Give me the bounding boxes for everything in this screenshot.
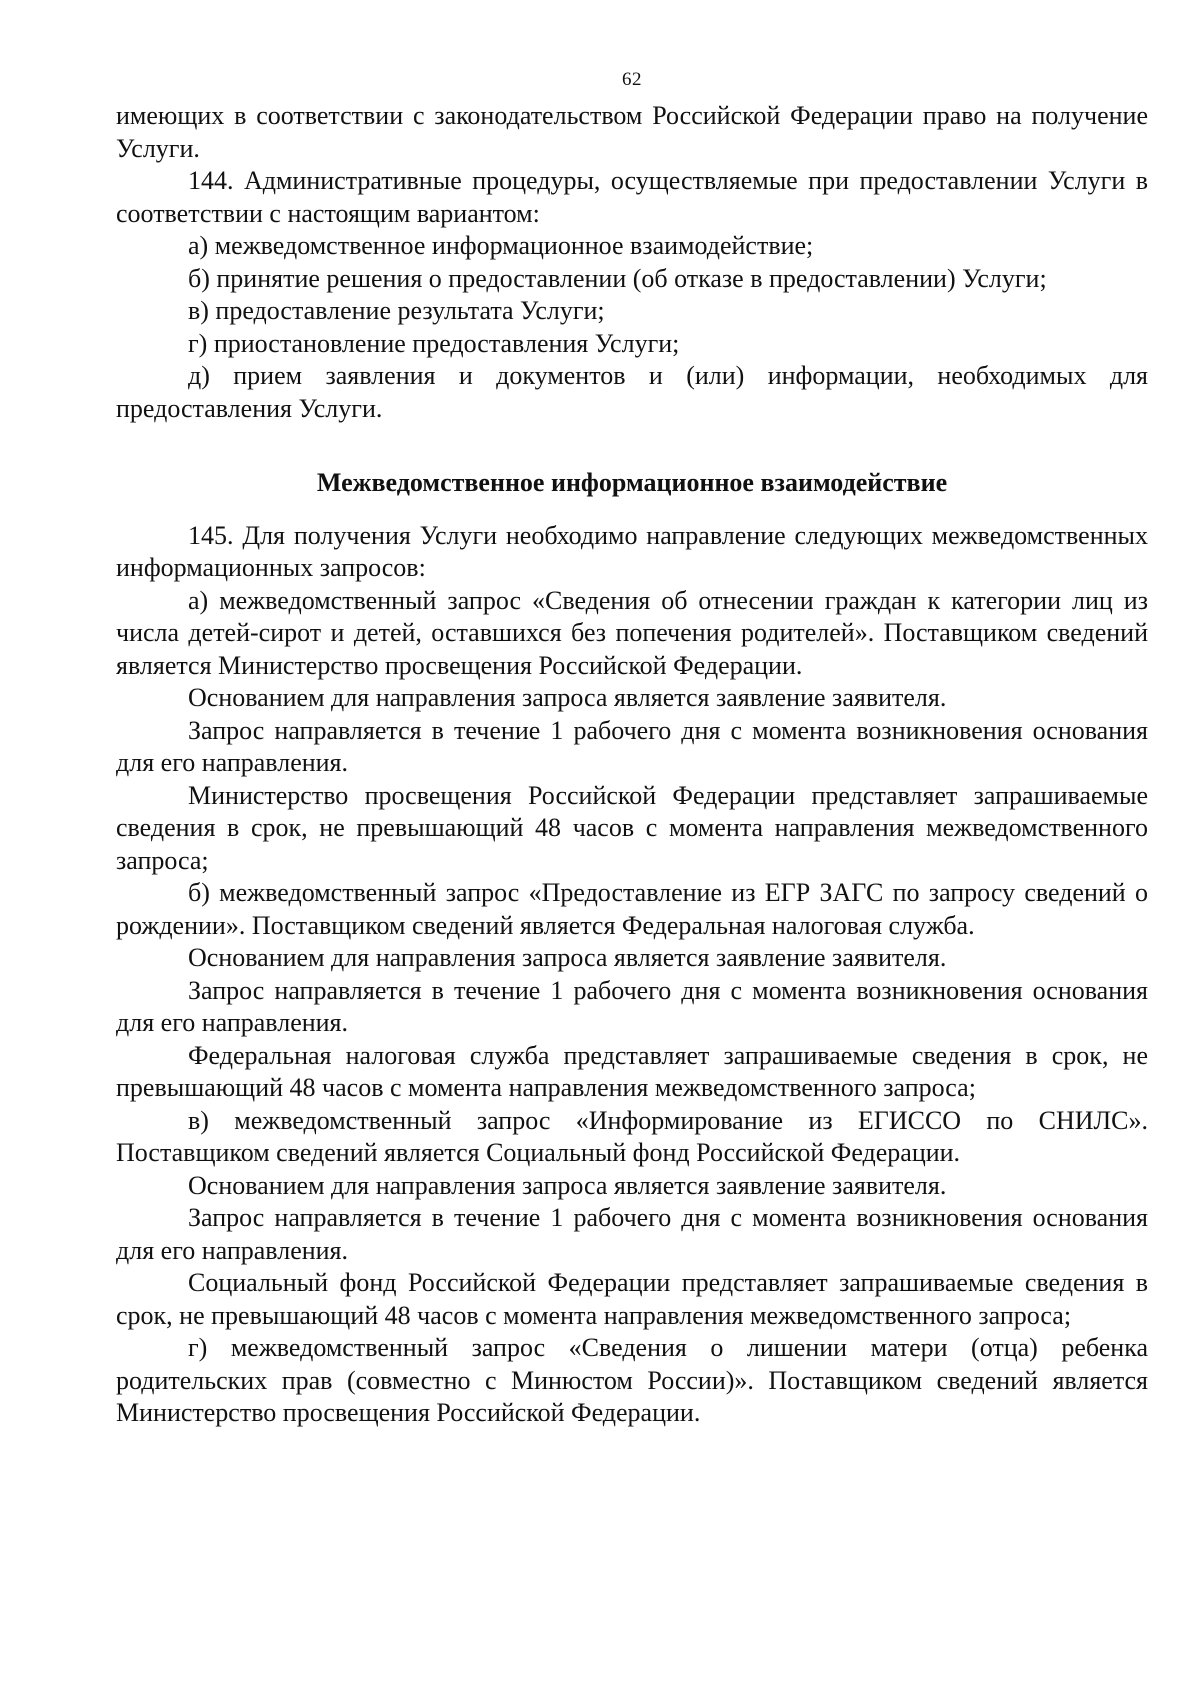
request-b: б) межведомственный запрос «Предоставление из ЕГР ЗАГС по запросу сведений о рождении». Поставщиком сведений является Федеральная налоговая служба. (116, 878, 1148, 940)
request-b-basis: Основанием для направления запроса является заявление заявителя. (188, 943, 947, 972)
request-a: а) межведомственный запрос «Сведения об отнесении граждан к категории лиц из числа детей-сирот и детей, оставшихся без попечения родителей». Поставщиком сведений является Министерство просвещения Российской Федерации. (116, 585, 1148, 680)
section-heading: Межведомственное информационное взаимодействие (316, 468, 948, 497)
paragraph-item-144: 144. Административные процедуры, осуществляемые при предоставлении Услуги в соответствии с настоящим вариантом: (116, 166, 1148, 228)
page-number: 62 (622, 69, 642, 90)
request-v-response: Социальный фонд Российской Федерации представляет запрашиваемые сведения в срок, не превышающий 48 часов с момента направления межведомственного запроса; (116, 1268, 1148, 1330)
list-item-a: а) межведомственное информационное взаимодействие; (188, 231, 814, 260)
list-item-v: в) предоставление результата Услуги; (188, 296, 605, 325)
request-v-basis: Основанием для направления запроса является заявление заявителя. (188, 1170, 947, 1200)
request-a-timing: Запрос направляется в течение 1 рабочего дня с момента возникновения основания для его направления. (116, 715, 1148, 777)
request-b-timing: Запрос направляется в течение 1 рабочего дня с момента возникновения основания для его направления. (116, 975, 1148, 1037)
request-v-timing: Запрос направляется в течение 1 рабочего дня с момента возникновения основания для его направления. (116, 1203, 1148, 1265)
document-page (116, 68, 1148, 1430)
request-a-basis: Основанием для направления запроса является заявление заявителя. (188, 683, 947, 712)
request-v: в) межведомственный запрос «Информирование из ЕГИССО по СНИЛС». Поставщиком сведений является Социальный фонд Российской Федерации. (116, 1105, 1148, 1167)
request-g: г) межведомственный запрос «Сведения о лишении матери (отца) ребенка родительских прав (совместно с Минюстом России)». Поставщиком сведений является Министерство просвещения Российской Федерации. (116, 1333, 1148, 1427)
paragraph-item-145: 145. Для получения Услуги необходимо направление следующих межведомственных информационных запросов: (116, 520, 1148, 582)
request-a-response: Министерство просвещения Российской Федерации представляет запрашиваемые сведения в срок, не превышающий 48 часов с момента направления межведомственного запроса; (116, 780, 1148, 875)
request-b-response: Федеральная налоговая служба представляет запрашиваемые сведения в срок, не превышающий 48 часов с момента направления межведомственного запроса; (116, 1040, 1148, 1102)
paragraph-continuation: имеющих в соответствии с законодательством Российской Федерации право на получение Услуги. (116, 101, 1148, 163)
list-item-g: г) приостановление предоставления Услуги; (188, 328, 680, 358)
list-item-d: д) прием заявления и документов и (или) информации, необходимых для предоставления Услуги. (116, 361, 1148, 423)
list-item-b: б) принятие решения о предоставлении (об отказе в предоставлении) Услуги; (188, 263, 1047, 293)
